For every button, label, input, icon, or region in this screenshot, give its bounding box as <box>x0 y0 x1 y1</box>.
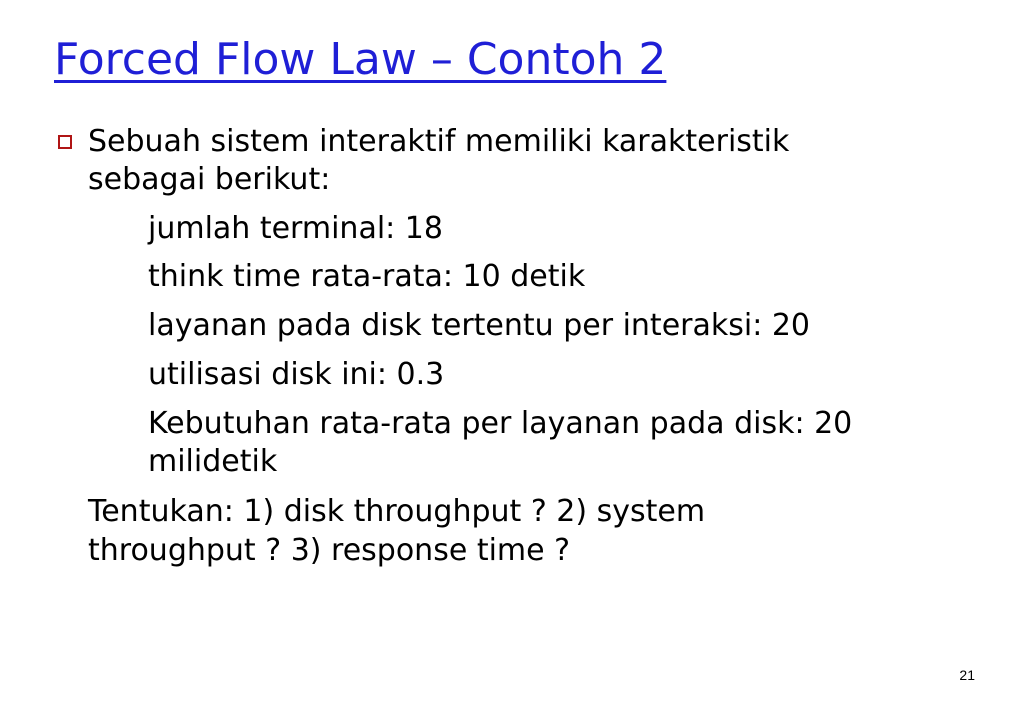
characteristic-disk-visits: layanan pada disk tertentu per interaksi: 20 <box>148 308 811 343</box>
characteristic-service-demand-unit: milidetik <box>148 444 278 479</box>
bullet-text-line-1: Sebuah sistem interaktif memiliki karakteristik <box>88 124 790 159</box>
page-number: 21 <box>959 667 975 683</box>
slide-title: Forced Flow Law – Contoh 2 <box>54 34 667 85</box>
characteristic-disk-utilization: utilisasi disk ini: 0.3 <box>148 357 445 392</box>
task-text-line-2: throughput ? 3) response time ? <box>88 533 571 568</box>
hollow-square-bullet-icon <box>58 135 72 149</box>
task-text-line-1: Tentukan: 1) disk throughput ? 2) system <box>88 494 706 529</box>
characteristic-terminals: jumlah terminal: 18 <box>148 211 443 246</box>
characteristic-service-demand: Kebutuhan rata-rata per layanan pada disk: 20 <box>148 406 853 441</box>
characteristic-think-time: think time rata-rata: 10 detik <box>148 259 586 294</box>
bullet-text-line-2: sebagai berikut: <box>88 162 331 197</box>
